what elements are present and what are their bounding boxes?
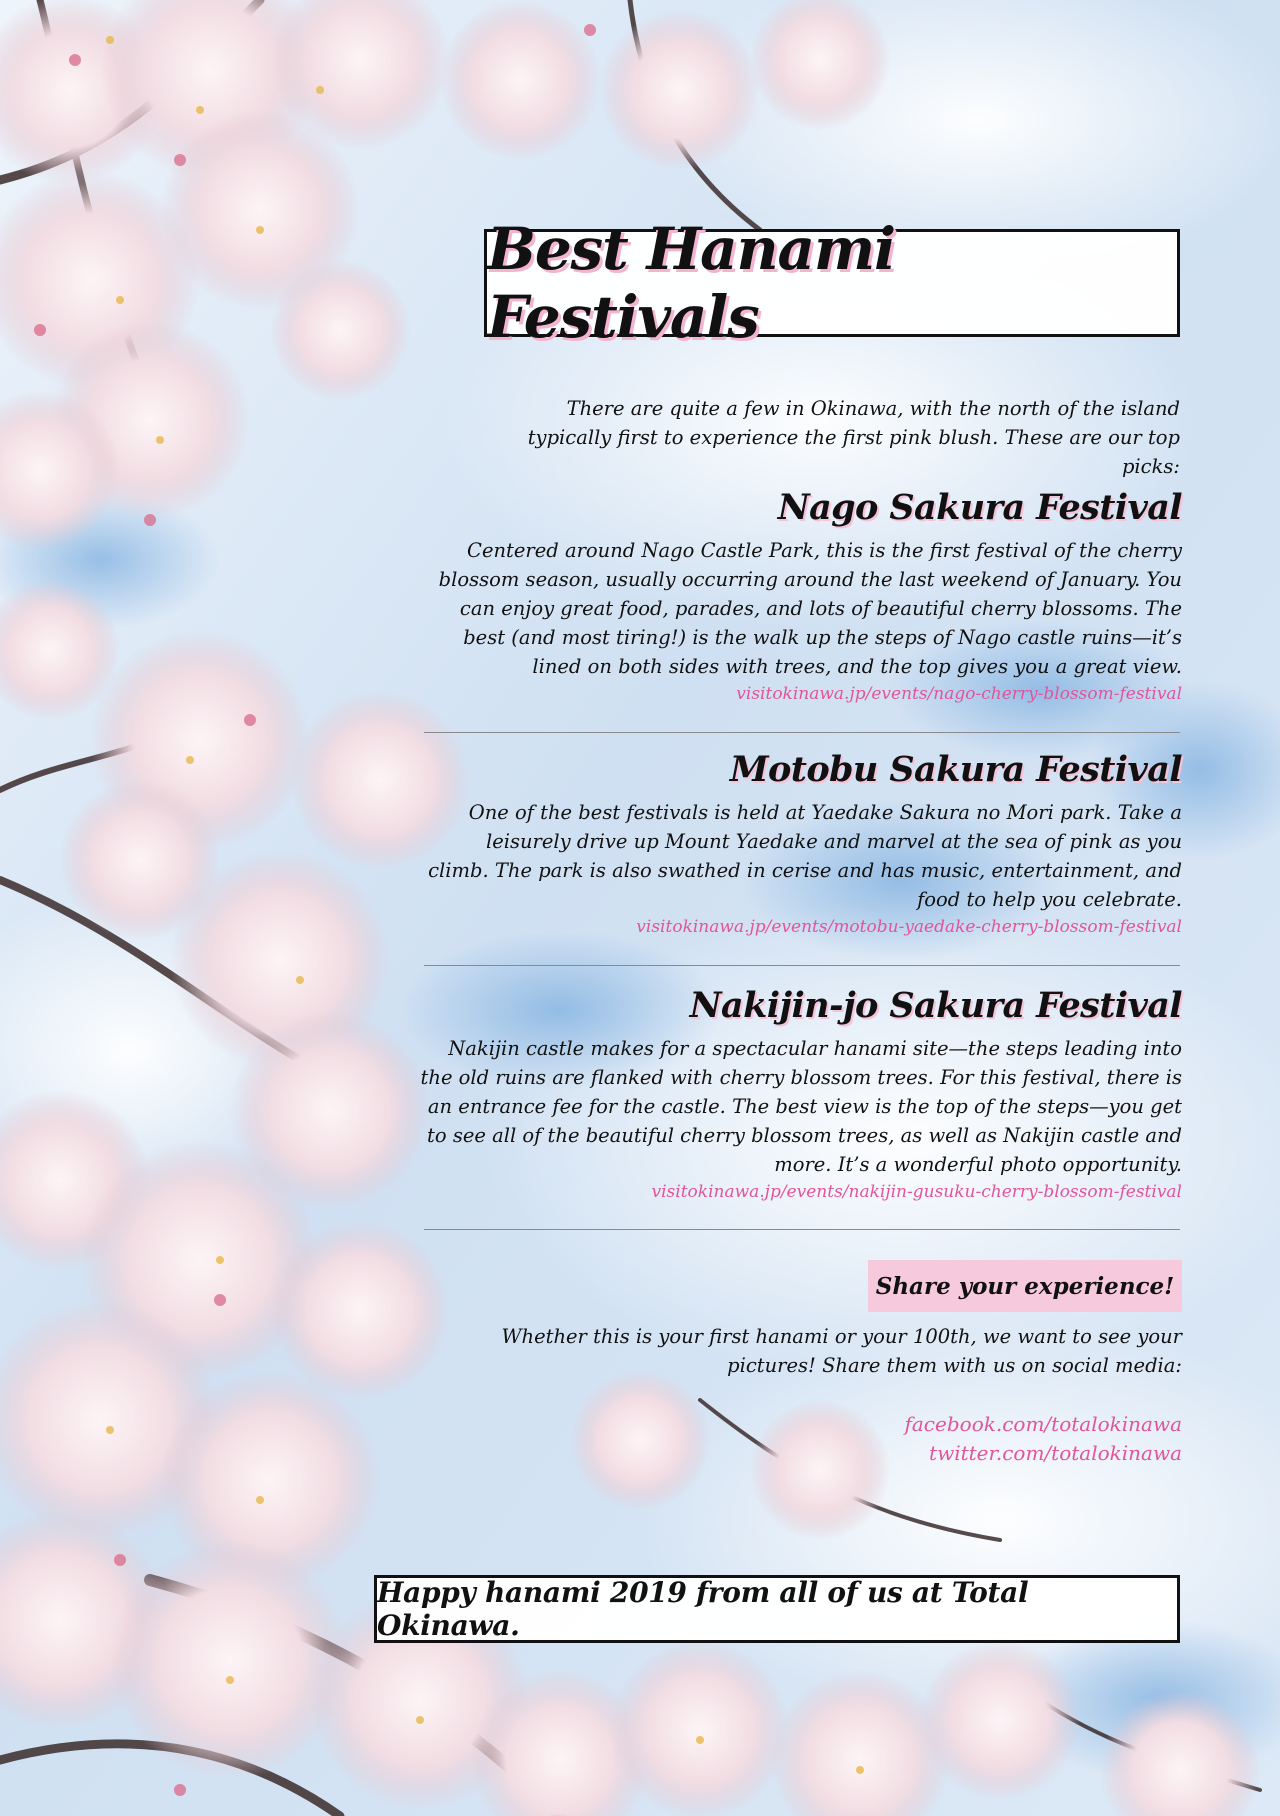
festival-title: Nakijin-jo Sakura Festival: [689, 985, 1182, 1026]
festival-description: Centered around Nago Castle Park, this is the first festival of the cherry blossom season, usually occurring around the last weekend of January. You can enjoy great food, parades, and lots of beautiful cherry blossoms. The best (and most tiring!) is the walk up the steps of Nago castle ruins—it’s lined on both sides with trees, and the top gives you a great view.: [438, 539, 1182, 678]
divider: [424, 965, 1180, 966]
festival-link[interactable]: visitokinawa.jp/events/motobu-yaedake-cherry-blossom-festival: [636, 917, 1182, 937]
festival-title: Motobu Sakura Festival: [729, 749, 1182, 790]
festival-description: Nakijin castle makes for a spectacular hanami site—the steps leading into the old ruins are flanked with cherry blossom trees. For this festival, there is an entrance fee for the castle. The best view is the top of the steps—you get to see all of the beautiful cherry blossom trees, as well as Nakijin castle and more. It’s a wonderful photo opportunity.: [420, 1037, 1182, 1176]
divider: [424, 732, 1180, 733]
share-text: Whether this is your first hanami or your 100th, we want to see your pictures! Share them with us on social media:: [501, 1325, 1182, 1377]
festival-nakijin: [420, 984, 1182, 1205]
festival-link[interactable]: visitokinawa.jp/events/nakijin-gusuku-cherry-blossom-festival: [651, 1182, 1182, 1202]
festival-nago: [420, 486, 1182, 707]
intro-text: There are quite a few in Okinawa, with the north of the island typically first to experience the first pink blush. These are our top picks:: [527, 397, 1180, 478]
festival-title: Nago Sakura Festival: [777, 487, 1182, 528]
twitter-link[interactable]: twitter.com/totalokinawa: [929, 1441, 1182, 1465]
title-box: [484, 215, 1180, 351]
festival-link[interactable]: visitokinawa.jp/events/nago-cherry-blossom-festival: [736, 684, 1182, 704]
share-badge: [868, 1260, 1182, 1312]
festival-motobu: [420, 748, 1182, 940]
footer-box: [374, 1575, 1180, 1643]
page-title: Best Hanami Festivals: [487, 215, 895, 351]
divider: [424, 1229, 1180, 1230]
footer-message: Happy hanami 2019 from all of us at Total Okinawa.: [377, 1576, 1029, 1642]
festival-description: One of the best festivals is held at Yaedake Sakura no Mori park. Take a leisurely drive up Mount Yaedake and marvel at the sea of pink as you climb. The park is also swathed in cerise and has music, entertainment, and food to help you celebrate.: [428, 801, 1182, 911]
share-badge-label: Share your experience!: [875, 1272, 1175, 1300]
facebook-link[interactable]: facebook.com/totalokinawa: [904, 1412, 1182, 1436]
social-links: [700, 1410, 1182, 1468]
